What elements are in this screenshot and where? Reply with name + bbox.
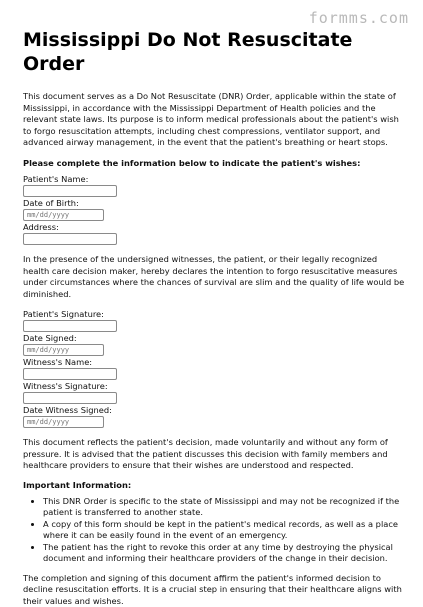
important-list (23, 496, 405, 565)
signature-section (23, 309, 405, 428)
witness-name-label: Witness's Name: (23, 357, 405, 367)
witness-declaration-paragraph: In the presence of the undersigned witnesses, the patient, or their legally recognized health care decision maker, hereby declares the intention to forgo resuscitative measures under circumstances where the chances of survival are slim and the quality of life would be diminished. (23, 254, 405, 300)
patient-signature-label: Patient's Signature: (23, 309, 405, 319)
address-input[interactable] (23, 233, 117, 245)
date-witness-signed-label: Date Witness Signed: (23, 405, 405, 415)
important-heading: Important Information: (23, 480, 405, 491)
list-item: • This DNR Order is specific to the state of Mississippi and may not be recognized if the patient is transferred to another state. (43, 496, 405, 519)
patient-name-input[interactable] (23, 185, 117, 197)
patient-signature-input[interactable] (23, 320, 117, 332)
instruction-text: Please complete the information below to indicate the patient's wishes: (23, 158, 405, 170)
list-item: • The patient has the right to revoke this order at any time by destroying the physical document and informing their healthcare providers of the change in their decision. (43, 542, 405, 565)
witness-signature-input[interactable] (23, 392, 117, 404)
reflection-paragraph: This document reflects the patient's decision, made voluntarily and without any form of pressure. It is advised that the patient discusses this decision with family members and healthcare providers to ensure that their wishes are understood and respected. (23, 437, 405, 472)
date-signed-label: Date Signed: (23, 333, 405, 343)
patient-name-label: Patient's Name: (23, 174, 405, 184)
list-item: • A copy of this form should be kept in the patient's medical records, as well as a place where it can be easily found in the event of an emergency. (43, 519, 405, 542)
witness-name-input[interactable] (23, 368, 117, 380)
watermark: formms.com (309, 9, 409, 27)
closing-paragraph: The completion and signing of this document affirm the patient's informed decision to decline resuscitation efforts. It is a crucial step in ensuring that their healthcare aligns with their values and wishes. (23, 573, 405, 607)
witness-signature-label: Witness's Signature: (23, 381, 405, 391)
intro-paragraph: This document serves as a Do Not Resuscitate (DNR) Order, applicable within the state of Mississippi, in accordance with the Mississippi Department of Health policies and the relevant state laws. Its purpose is to inform medical professionals about the patient's wish to forgo resuscitation attempts, including chest compressions, ventilator support, and advanced airway management, in the event that the patient's breathing or heart stops. (23, 91, 405, 149)
date-witness-signed-input[interactable] (23, 416, 104, 428)
dob-input[interactable] (23, 209, 104, 221)
address-label: Address: (23, 222, 405, 232)
dob-label: Date of Birth: (23, 198, 405, 208)
document-page (23, 28, 405, 607)
patient-info-section (23, 174, 405, 245)
date-signed-input[interactable] (23, 344, 104, 356)
page-title: Mississippi Do Not Resuscitate Order (23, 28, 405, 76)
